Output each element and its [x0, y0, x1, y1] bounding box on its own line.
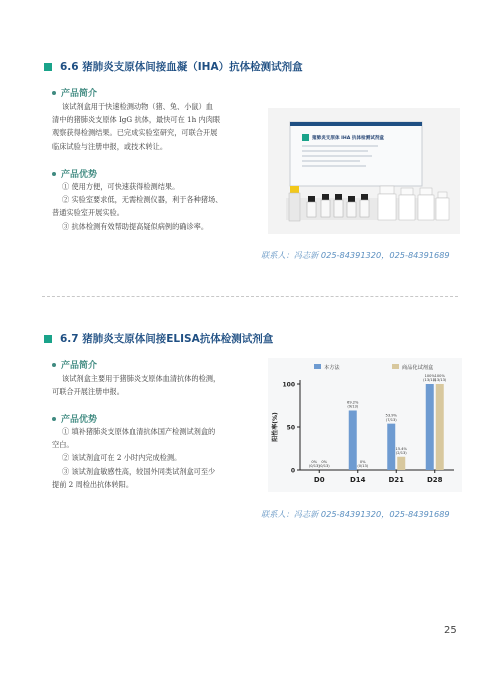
data-label: 69.2% (9/13)	[347, 400, 359, 409]
advantage-heading-label: 产品优势	[61, 415, 98, 425]
bar	[426, 384, 434, 470]
box-label: 猪肺炎支原体 IHA 抗体检测试剂盒	[312, 136, 385, 141]
data-label: 15.4% (2/13)	[395, 446, 407, 455]
advantage-heading	[52, 167, 97, 180]
text-line: 可联合开展注册申报。	[52, 387, 124, 397]
section-title-iha: 6.6 猪肺炎支原体间接血凝（IHA）抗体检测试剂盒	[60, 61, 303, 73]
contact-info: 联系人：冯志新 025-84391320，025-84391689	[261, 509, 450, 519]
bar	[436, 384, 444, 470]
text-line: ③ 抗体检测有效帮助提高疑似病例的确诊率。	[62, 221, 209, 231]
intro-heading	[52, 358, 97, 371]
x-tick-label: D14	[349, 476, 366, 484]
bar	[397, 457, 405, 470]
text-line: ③ 该试剂盒敏感性高，较国外同类试剂盒可至少	[62, 466, 216, 476]
y-axis-label: 阳性率(%)	[272, 412, 279, 442]
advantage-paragraph	[52, 180, 264, 233]
kit-illustration	[268, 108, 460, 234]
y-tick-label: 100	[282, 381, 295, 389]
positive-rate-chart	[268, 358, 462, 492]
advantage-heading-label: 产品优势	[61, 170, 98, 180]
intro-paragraph	[52, 372, 264, 398]
legend-label: 商品化试剂盒	[402, 365, 434, 371]
bar	[349, 410, 357, 470]
text-line: ② 该试剂盒可在 2 小时内完成检测。	[62, 453, 182, 463]
intro-heading-label: 产品简介	[61, 361, 98, 371]
page-number: 25	[444, 625, 457, 636]
bullet-dot-icon	[52, 172, 56, 176]
contact-info: 联系人：冯志新 025-84391320，025-84391689	[261, 250, 450, 260]
text-line: ① 使用方便，可快速获得检测结果。	[62, 182, 180, 191]
x-tick-label: D28	[426, 476, 443, 484]
text-line: 观察获得检测结果。已完成实验室研究，可联合开展	[52, 128, 218, 138]
y-tick-label: 0	[290, 467, 295, 475]
text-line: ① 填补猪肺炎支原体血清抗体国产检测试剂盒的	[62, 427, 216, 436]
product-photo	[268, 108, 460, 234]
text-line: 提前 2 周检出抗体转阳。	[52, 479, 134, 489]
section-marker	[44, 63, 52, 71]
text-line: 该试剂盒用于快速检测动物（猪、兔、小鼠）血	[62, 102, 213, 111]
data-label: 0% (0/13)	[318, 460, 330, 469]
bar	[387, 424, 395, 470]
advantage-heading	[52, 412, 97, 425]
data-label: 53.9% (7/13)	[385, 413, 397, 422]
text-line: 该试剂盒主要用于猪肺炎支原体血清抗体的检测，	[62, 374, 221, 383]
section-title-elisa: 6.7 猪肺炎支原体间接ELISA抗体检测试剂盒	[60, 333, 274, 345]
x-tick-label: D0	[313, 476, 325, 484]
section-marker	[44, 335, 52, 343]
legend-swatch	[392, 364, 399, 369]
bullet-dot-icon	[52, 417, 56, 421]
text-line: ② 实验室要求低，无需检测仪器，利于各种猪场、	[62, 195, 223, 205]
x-tick-label: D21	[388, 476, 405, 484]
intro-paragraph	[52, 100, 262, 153]
legend-label: 本方法	[324, 365, 340, 371]
section-divider	[42, 296, 458, 297]
data-label: 0% (0/13)	[308, 460, 320, 469]
text-line: 空白。	[52, 440, 74, 450]
text-line: 临床试验与注册申报，或技术转让。	[52, 141, 168, 151]
data-label: 100% (13/13)	[433, 374, 447, 383]
y-tick-label: 50	[286, 424, 295, 432]
data-label: 0% (0/13)	[357, 460, 369, 469]
bullet-dot-icon	[52, 91, 56, 95]
advantage-paragraph	[52, 425, 264, 491]
bullet-dot-icon	[52, 363, 56, 367]
text-line: 普通实验室开展实验。	[52, 208, 124, 218]
legend-swatch	[314, 364, 321, 369]
intro-heading-label: 产品简介	[61, 89, 98, 99]
data-label: 100% (13/13)	[423, 374, 437, 383]
text-line: 清中的猪肺炎支原体 IgG 抗体，最快可在 1h 内肉眼	[52, 115, 221, 125]
intro-heading	[52, 86, 97, 99]
